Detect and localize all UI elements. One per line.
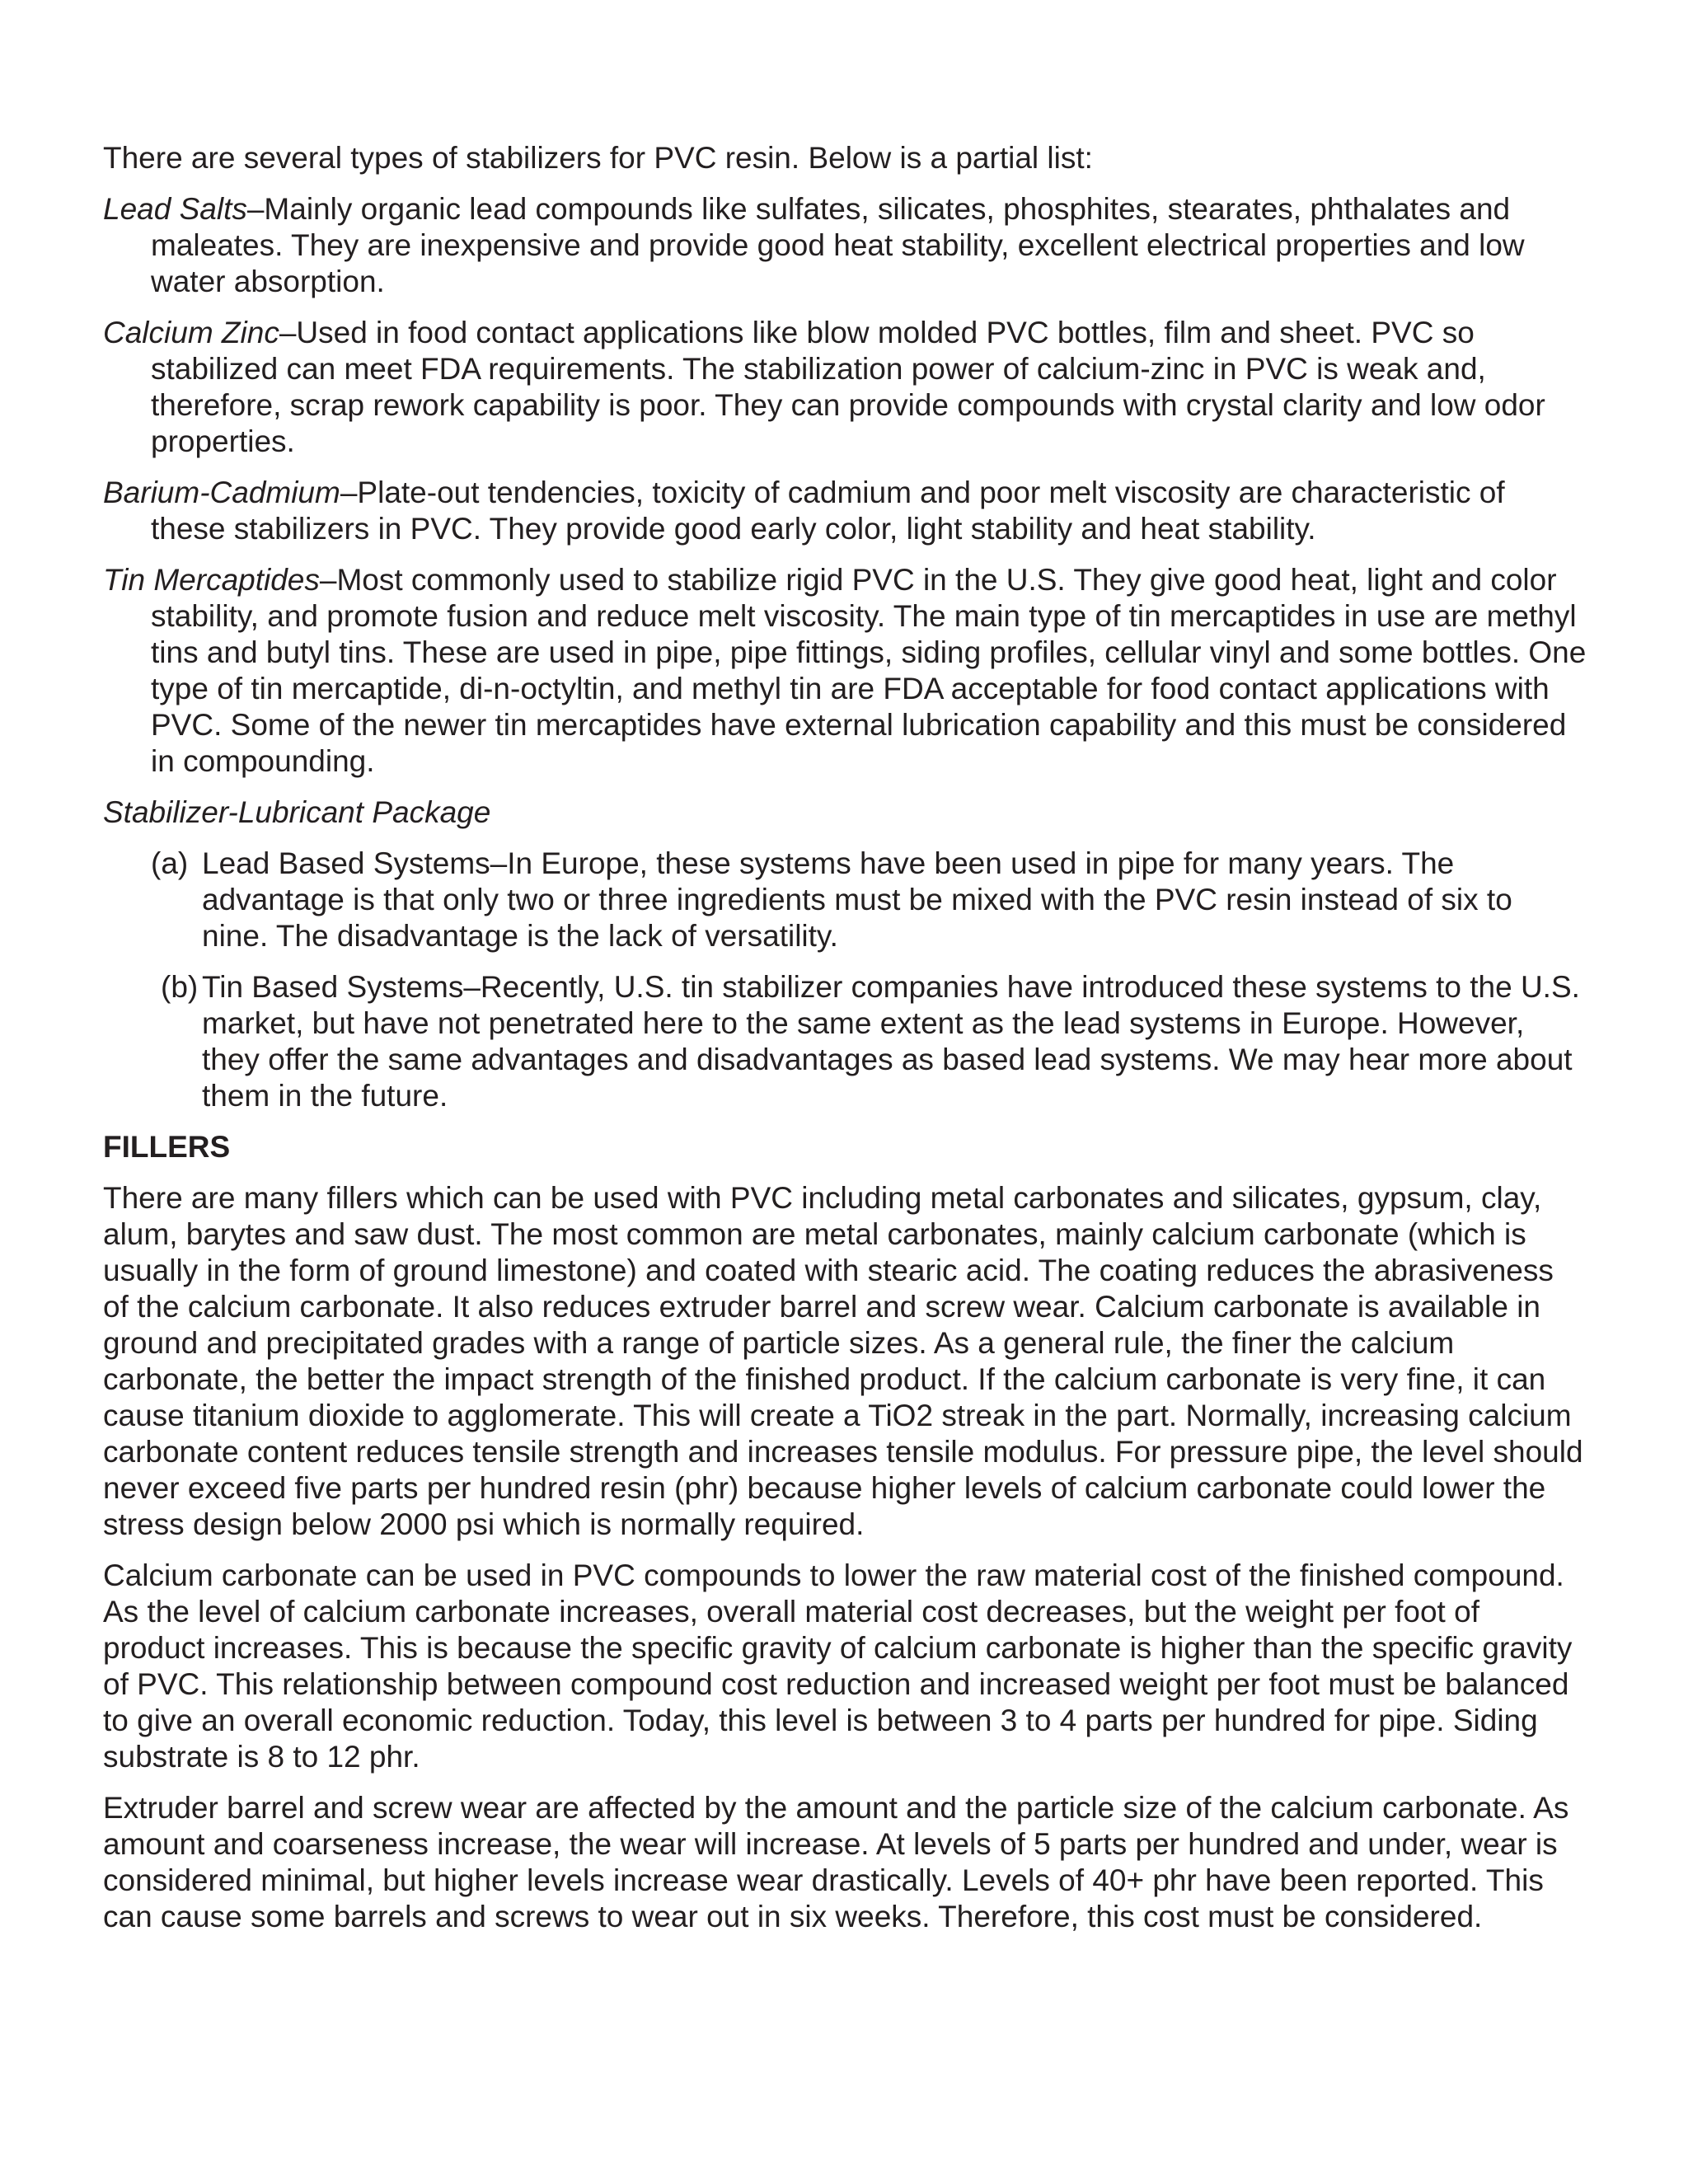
fillers-paragraph: Calcium carbonate can be used in PVC compounds to lower the raw material cost of the finished compound. As the level of calcium carbonate increases, overall material cost decreases, but the weight per foot of product increases. This is because the specific gravity of calcium carbonate is higher than the specific gravity of PVC. This relationship between compound cost reduction and increased weight per foot must be balanced to give an overall economic reduction. Today, this level is between 3 to 4 parts per hundred for pipe. Siding substrate is 8 to 12 phr. [103,1558,1573,1774]
item-text: Tin Based Systems–Recently, U.S. tin stabilizer companies have introduced these systems to the U.S. market, but have not penetrated here to the same extent as the lead systems in Europe. However, they offer the same advantages and disadvantages as based lead systems. We may hear more about them in the future. [202,970,1580,1113]
fillers-paragraph: There are many fillers which can be used with PVC including metal carbonates and silicates, gypsum, clay, alum, barytes and saw dust. The most common are metal carbonates, mainly calcium carbonate (which is usually in the form of ground limestone) and coated with stearic acid. The coating reduces the abrasiveness of the calcium carbonate. It also reduces extruder barrel and screw wear. Calcium carbonate is available in ground and precipitated grades with a range of particle sizes. As a general rule, the finer the calcium carbonate, the better the impact strength of the finished product. If the calcium carbonate is very fine, it can cause titanium dioxide to agglomerate. This will create a TiO2 streak in the part. Normally, increasing calcium carbonate content reduces tensile strength and increases tensile modulus. For pressure pipe, the level should never exceed five parts per hundred resin (phr) because higher levels of calcium carbonate could lower the stress design below 2000 psi which is normally required. [103,1181,1583,1541]
package-item-b [151,969,1587,1114]
stabilizer-description: –Used in food contact applications like blow molded PVC bottles, film and sheet. PVC so stabilized can meet FDA requirements. The stabilization power of calcium-zinc in PVC is weak and, therefore, scrap rework capability is poor. They can provide compounds with crystal clarity and low odor properties. [151,316,1545,458]
stabilizer-description: –Most commonly used to stabilize rigid PVC in the U.S. They give good heat, light and color stability, and promote fusion and reduce melt viscosity. The main type of tin mercaptides in use are methyl tins and butyl tins. These are used in pipe, pipe fittings, siding profiles, cellular vinyl and some bottles. One type of tin mercaptide, di-n-octyltin, and methyl tin are FDA acceptable for food contact applications with PVC. Some of the newer tin mercaptides have external lubrication capability and this must be considered in compounding. [151,563,1587,778]
stabilizer-entry-calcium-zinc [103,315,1587,460]
stabilizer-entry-barium-cadmium [103,475,1587,547]
stabilizer-term: Calcium Zinc [103,316,279,349]
intro-text: There are several types of stabilizers for PVC resin. Below is a partial list: [103,141,1093,175]
document-page [103,140,1587,1950]
item-text: Lead Based Systems–In Europe, these systems have been used in pipe for many years. The advantage is that only two or three ingredients must be mixed with the PVC resin instead of six to nine. The disadvantage is the lack of versatility. [202,846,1512,953]
package-title: Stabilizer-Lubricant Package [103,795,491,829]
package-item-a [151,846,1587,954]
stabilizer-description: –Plate-out tendencies, toxicity of cadmium and poor melt viscosity are characteristic of these stabilizers in PVC. They provide good early color, light stability and heat stability. [151,476,1505,546]
item-label: (a) [151,846,189,880]
stabilizer-term: Tin Mercaptides [103,563,320,597]
stabilizer-entry-lead-salts [103,191,1587,300]
stabilizer-term: Lead Salts [103,192,247,226]
stabilizer-description: –Mainly organic lead compounds like sulfates, silicates, phosphites, stearates, phthalates and maleates. They are inexpensive and provide good heat stability, excellent electrical properties and low water absorption. [151,192,1525,298]
item-label: (b) [161,970,199,1004]
stabilizer-term: Barium-Cadmium [103,476,340,509]
stabilizer-entry-tin-mercaptides [103,562,1587,780]
fillers-paragraph: Extruder barrel and screw wear are affected by the amount and the particle size of the calcium carbonate. As amount and coarseness increase, the wear will increase. At levels of 5 parts per hundred and under, wear is considered minimal, but higher levels increase wear drastically. Levels of 40+ phr have been reported. This can cause some barrels and screws to wear out in six weeks. Therefore, this cost must be considered. [103,1791,1569,1933]
fillers-heading: FILLERS [103,1130,231,1164]
